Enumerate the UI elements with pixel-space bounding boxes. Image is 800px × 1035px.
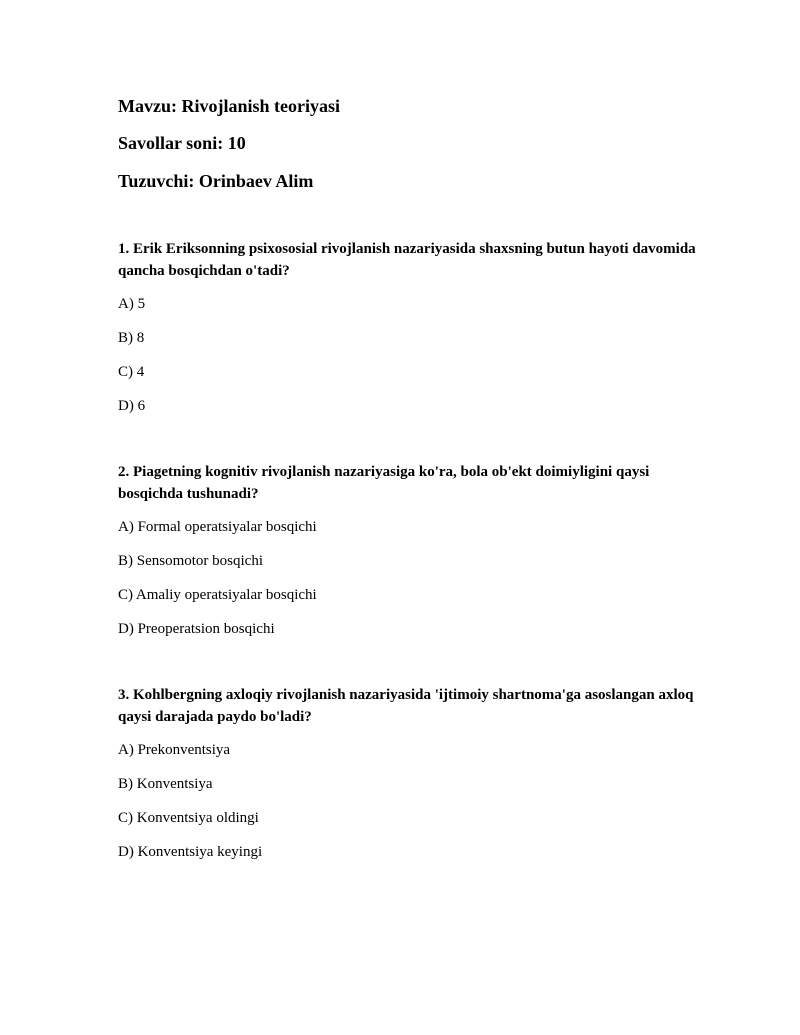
topic-heading: Mavzu: Rivojlanish teoriyasi: [118, 96, 340, 116]
option-b: B) Konventsiya: [118, 776, 213, 792]
option-c: C) Amaliy operatsiyalar bosqichi: [118, 587, 317, 603]
question-3: [118, 684, 698, 860]
author-heading: Tuzuvchi: Orinbaev Alim: [118, 171, 314, 191]
option-a: A) Prekonventsiya: [118, 742, 231, 758]
option-c: C) 4: [118, 364, 145, 380]
question-1: [118, 238, 698, 414]
option-a: A) Formal operatsiyalar bosqichi: [118, 519, 317, 535]
option-d: D) Konventsiya keyingi: [118, 844, 263, 860]
option-d: D) 6: [118, 398, 146, 414]
question-2: [118, 461, 698, 637]
option-b: B) 8: [118, 330, 145, 346]
question-count-heading: Savollar soni: 10: [118, 133, 246, 153]
option-a: A) 5: [118, 296, 146, 312]
option-c: C) Konventsiya oldingi: [118, 810, 259, 826]
question-text: 3. Kohlbergning axloqiy rivojlanish nazariyasida 'ijtimoiy shartnoma'ga asoslangan axloq qaysi darajada paydo bo'ladi?: [118, 687, 694, 725]
option-b: B) Sensomotor bosqichi: [118, 553, 263, 569]
question-text: 2. Piagetning kognitiv rivojlanish nazariyasiga ko'ra, bola ob'ekt doimiyligini qaysi bosqichda tushunadi?: [118, 464, 650, 502]
option-d: D) Preoperatsion bosqichi: [118, 621, 275, 637]
question-text: 1. Erik Eriksonning psixososial rivojlanish nazariyasida shaxsning butun hayoti davomida qancha bosqichdan o'tadi?: [118, 241, 696, 279]
